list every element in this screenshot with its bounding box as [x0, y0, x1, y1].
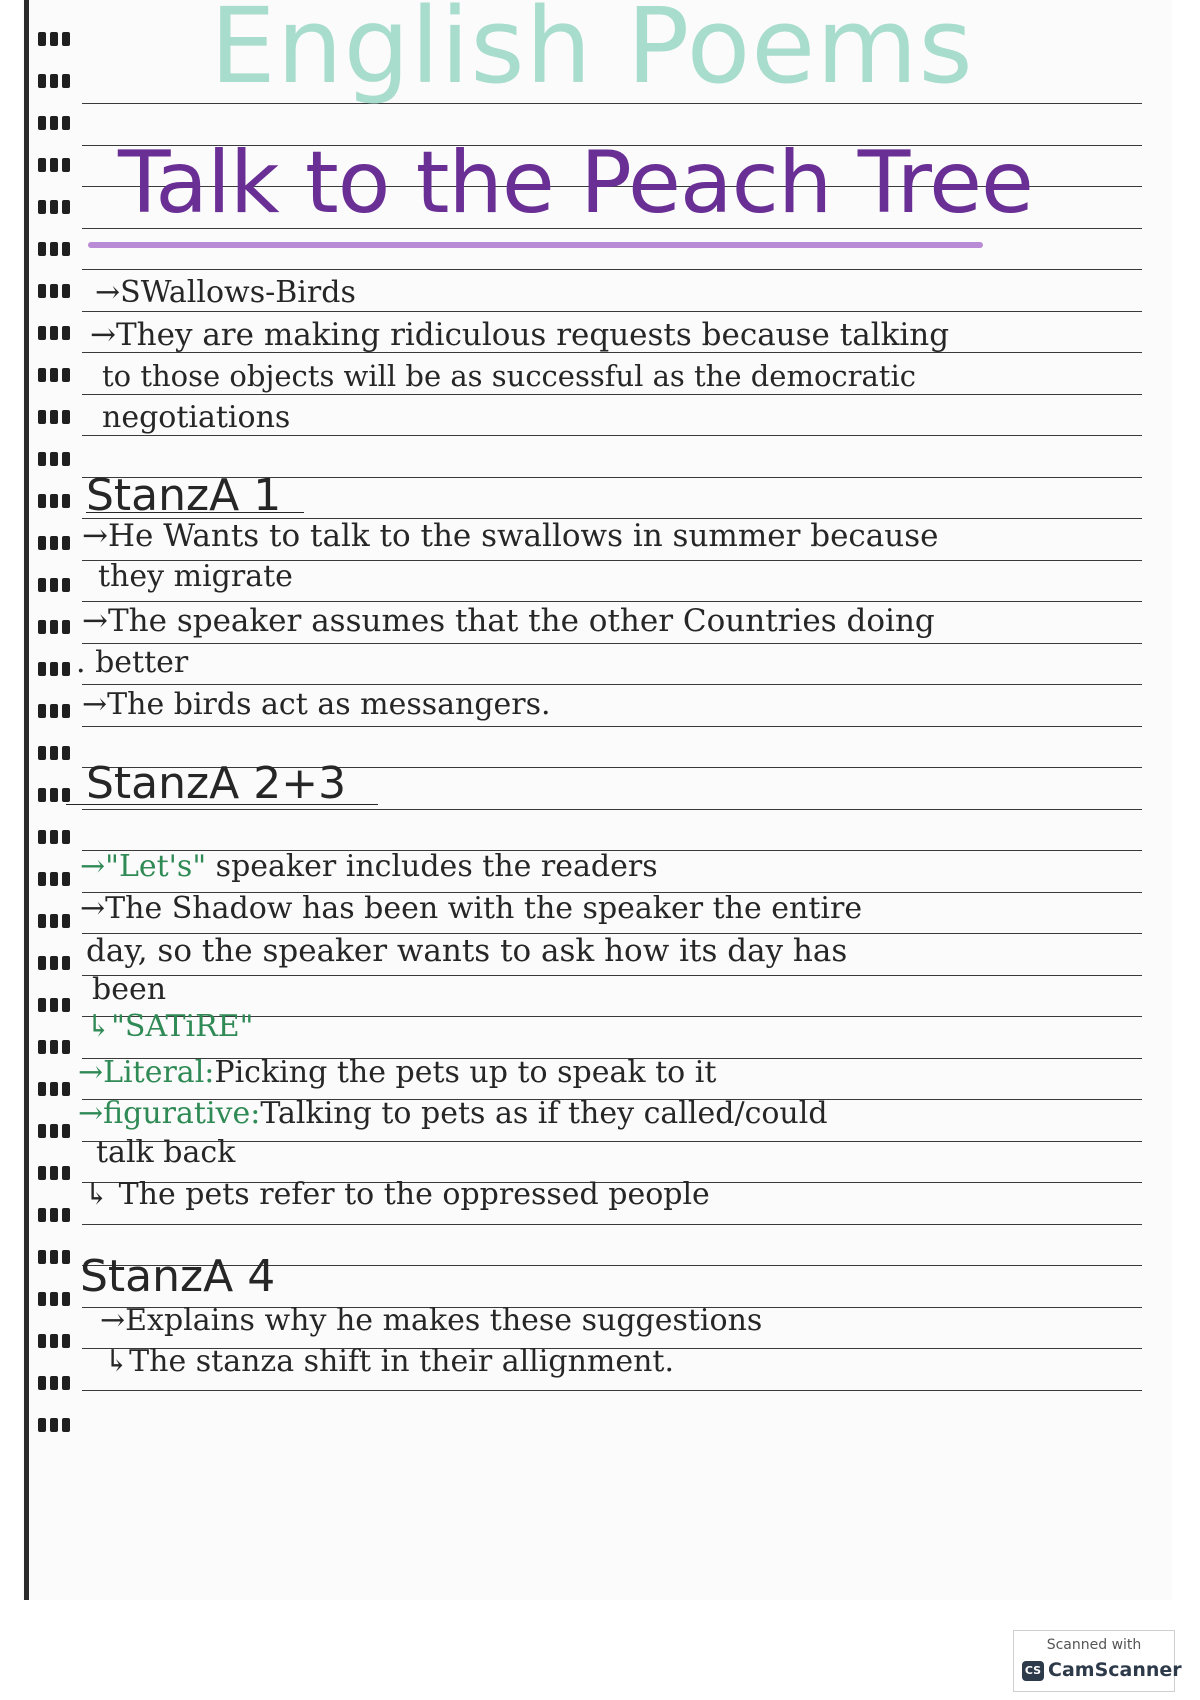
spiral-ring — [30, 116, 74, 130]
stanza-2-3-note-lets — [80, 849, 658, 884]
spiral-ring — [30, 410, 74, 424]
spiral-ring — [30, 704, 74, 718]
camscanner-logo-icon: CS — [1022, 1661, 1044, 1681]
ruled-line — [82, 311, 1142, 312]
scanned-with-label: Scanned with — [1046, 1637, 1142, 1653]
ruled-line — [82, 394, 1142, 395]
stanza-2-3-satire: ↳"SATiRE" — [86, 1009, 254, 1044]
intro-line-requests: →They are making ridiculous requests because talking — [90, 317, 950, 353]
intro-line-negotiations: negotiations — [102, 400, 291, 435]
stanza-1-note-speaker: →The speaker assumes that the other Countries doing — [82, 603, 935, 639]
stanza-2-3-literal — [78, 1055, 717, 1090]
spiral-ring — [30, 200, 74, 214]
ruled-line — [82, 726, 1142, 727]
stanza-2-3-underline — [66, 804, 378, 805]
stanza-4-note-explains: →Explains why he makes these suggestions — [100, 1303, 763, 1338]
spiral-ring — [30, 578, 74, 592]
spiral-ring — [30, 956, 74, 970]
stanza-1-heading: StanzA 1 — [86, 470, 282, 521]
spiral-ring — [30, 1334, 74, 1348]
spiral-ring — [30, 1124, 74, 1138]
intro-line-objects: to those objects will be as successful as the democratic — [102, 359, 916, 393]
spiral-binding — [22, 0, 78, 1600]
ruled-line — [82, 601, 1142, 602]
stanza-1-note-swallows: →He Wants to talk to the swallows in summer because — [82, 518, 939, 554]
figurative-label: →figurative: — [78, 1096, 261, 1131]
figurative-text: Talking to pets as if they called/could — [260, 1096, 828, 1131]
ruled-line — [82, 435, 1142, 436]
ruled-line — [82, 643, 1142, 644]
spiral-ring — [30, 1292, 74, 1306]
arrow-icon: → — [80, 849, 106, 884]
spiral-ring — [30, 326, 74, 340]
spiral-ring — [30, 1376, 74, 1390]
camscanner-badge — [1013, 1630, 1182, 1692]
spiral-ring — [30, 1040, 74, 1054]
spiral-ring — [30, 74, 74, 88]
spiral-edge — [24, 0, 29, 1600]
spiral-ring — [30, 368, 74, 382]
stanza-2-3-note-been: been — [92, 972, 167, 1007]
stanza-1-note-messengers: →The birds act as messangers. — [82, 687, 551, 722]
stanza-4-note-shift: ↳The stanza shift in their allignment. — [104, 1344, 675, 1379]
stanza-2-3-pets: ↳ The pets refer to the oppressed people — [84, 1177, 710, 1212]
ruled-line — [82, 684, 1142, 685]
poem-title-underline — [88, 242, 983, 248]
stanza-2-3-figurative — [78, 1096, 828, 1131]
literal-text: Picking the pets up to speak to it — [214, 1055, 717, 1090]
spiral-ring — [30, 284, 74, 298]
spiral-ring — [30, 242, 74, 256]
stanza-2-3-note-day: day, so the speaker wants to ask how its day has — [86, 933, 848, 969]
stanza-1-note-better: . better — [76, 645, 189, 680]
spiral-ring — [30, 158, 74, 172]
spiral-ring — [30, 830, 74, 844]
spiral-ring — [30, 746, 74, 760]
spiral-ring — [30, 788, 74, 802]
ruled-line — [82, 1141, 1142, 1142]
spiral-ring — [30, 452, 74, 466]
literal-label: →Literal: — [78, 1055, 215, 1090]
stanza-2-3-note-shadow: →The Shadow has been with the speaker the entire — [80, 891, 863, 926]
stanza-4-heading: StanzA 4 — [80, 1251, 276, 1302]
stanza-1-note-migrate: they migrate — [98, 559, 293, 594]
spiral-ring — [30, 662, 74, 676]
intro-line-swallows: →SWallows-Birds — [95, 275, 356, 310]
poem-title: Talk to the Peach Tree — [118, 133, 1033, 233]
spiral-ring — [30, 1082, 74, 1096]
spiral-ring — [30, 1208, 74, 1222]
ruled-line — [82, 1390, 1142, 1391]
spiral-ring — [30, 1250, 74, 1264]
ruled-line — [82, 1224, 1142, 1225]
ruled-line — [82, 269, 1142, 270]
camscanner-brand: CamScanner — [1048, 1659, 1182, 1681]
spiral-ring — [30, 494, 74, 508]
lets-note-text: speaker includes the readers — [215, 849, 658, 884]
spiral-ring — [30, 998, 74, 1012]
lets-quote: "Let's" — [105, 849, 207, 884]
spiral-ring — [30, 536, 74, 550]
stanza-2-3-heading: StanzA 2+3 — [86, 758, 347, 809]
spiral-ring — [30, 1166, 74, 1180]
spiral-ring — [30, 872, 74, 886]
spiral-ring — [30, 620, 74, 634]
ruled-line — [82, 975, 1142, 976]
spiral-ring — [30, 914, 74, 928]
stanza-1-underline — [86, 512, 304, 513]
spiral-ring — [30, 1418, 74, 1432]
spiral-ring — [30, 32, 74, 46]
stanza-2-3-talk-back: talk back — [96, 1135, 236, 1170]
page-title: English Poems — [210, 0, 974, 107]
